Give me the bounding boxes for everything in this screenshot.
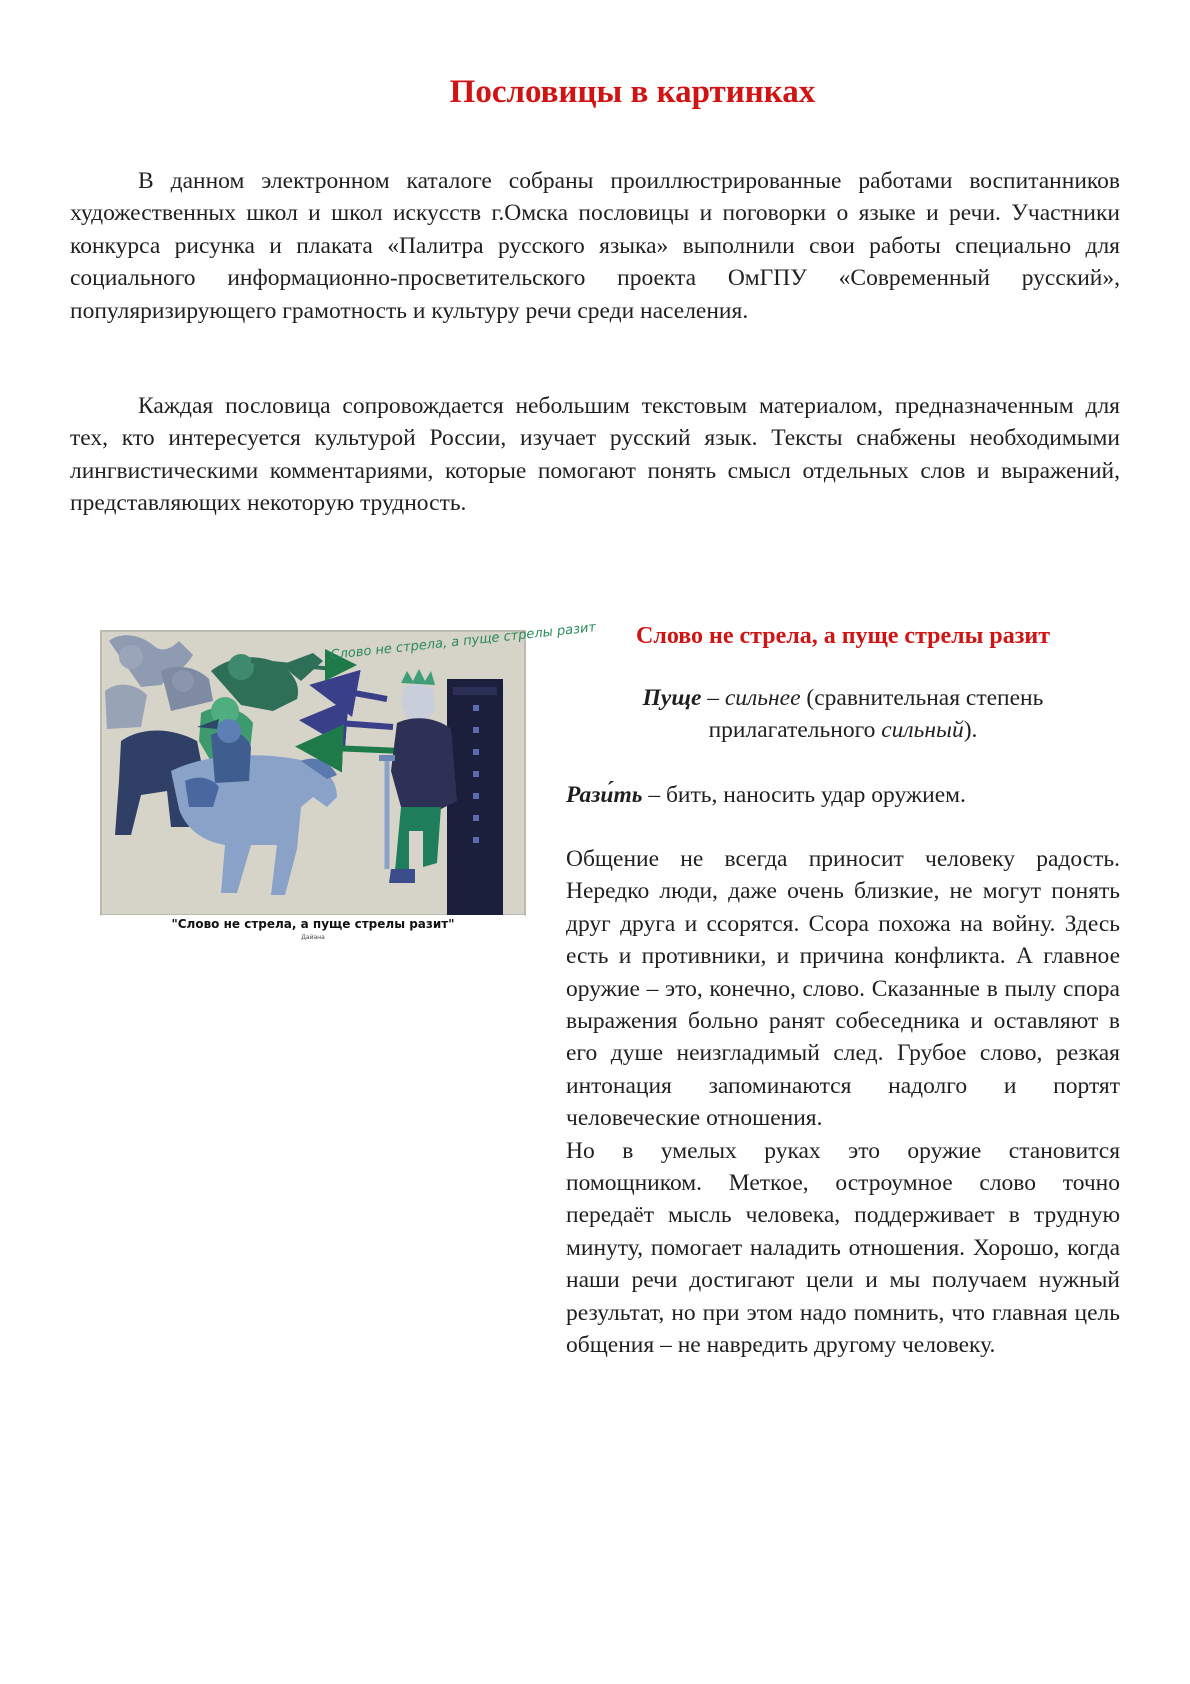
figure-caption: "Слово не стрела, а пуще стрелы разит": [171, 917, 455, 931]
definition-dash-1: –: [701, 685, 725, 711]
definition-synonym-1: сильнее: [724, 685, 801, 711]
definition-pushche: [566, 682, 1120, 747]
figure-author: Дайана: [301, 934, 325, 941]
commentary-paragraph-2: Но в умелых руках это оружие становится помощником. Меткое, остроумное слово точно передаёт мысль человека, поддерживает в трудную минуту, помогает наладить отношения. Хорошо, когда наши речи достигают цели и мы получаем нужный результат, но при этом надо помнить, что главная цель общения – не навредить другому человеку.: [566, 1137, 1120, 1359]
definition-adj-1: сильный: [881, 717, 964, 744]
painted-proverb-text: Слово не стрела, а пуще стрелы разит: [329, 620, 597, 663]
commentary-text: [566, 843, 1120, 1362]
definition-term-2: Рази́ть: [566, 782, 643, 808]
page-title: Пословицы в картинках: [449, 74, 816, 110]
definition-rest-1: (сравнительная степень прилагательного: [708, 685, 1044, 744]
proverb-heading: Слово не стрела, а пуще стрелы разит: [636, 623, 1050, 649]
intro-paragraph-1: [70, 165, 1120, 327]
intro-paragraph-2: [70, 390, 1120, 520]
commentary-paragraph-1: Общение не всегда приносит человеку радость. Нередко люди, даже очень близкие, не могут понять друг друга и ссорятся. Ссора похожа на войну. Здесь есть и противники, и причина конфликта. А главное оружие – это, конечно, слово. Сказанные в пылу спора выражения больно ранят собеседника и оставляют в его душе неизгладимый след. Грубое слово, резкая интонация запоминаются надолго и портят человеческие отношения.: [566, 846, 1120, 1132]
intro-text-1: В данном электронном каталоге собраны проиллюстрированные работами воспитанников художественных школ и школ искусств г.Омска пословицы и поговорки о языке и речи. Участники конкурса рисунка и плаката «Палитра русского языка» выполнили свои работы специально для социального информационно-просветительского проекта ОмГПУ «Современный русский», популяризирующего грамотность и культуру речи среди населения.: [70, 168, 1120, 324]
intro-text-2: Каждая пословица сопровождается небольшим текстовым материалом, предназначенным для тех, кто интересуется культурой России, изучает русский язык. Тексты снабжены необходимыми лингвистическими комментариями, которые помогают понять смысл отдельных слов и выражений, представляющих некоторую трудность.: [70, 393, 1120, 517]
definition-end-1: ).: [963, 717, 978, 744]
definition-rest-2: – бить, наносить удар оружием.: [642, 782, 966, 808]
proverb-illustration: [101, 620, 597, 945]
definition-razit: [566, 779, 1120, 811]
definition-term-1: Пуще: [642, 685, 702, 711]
